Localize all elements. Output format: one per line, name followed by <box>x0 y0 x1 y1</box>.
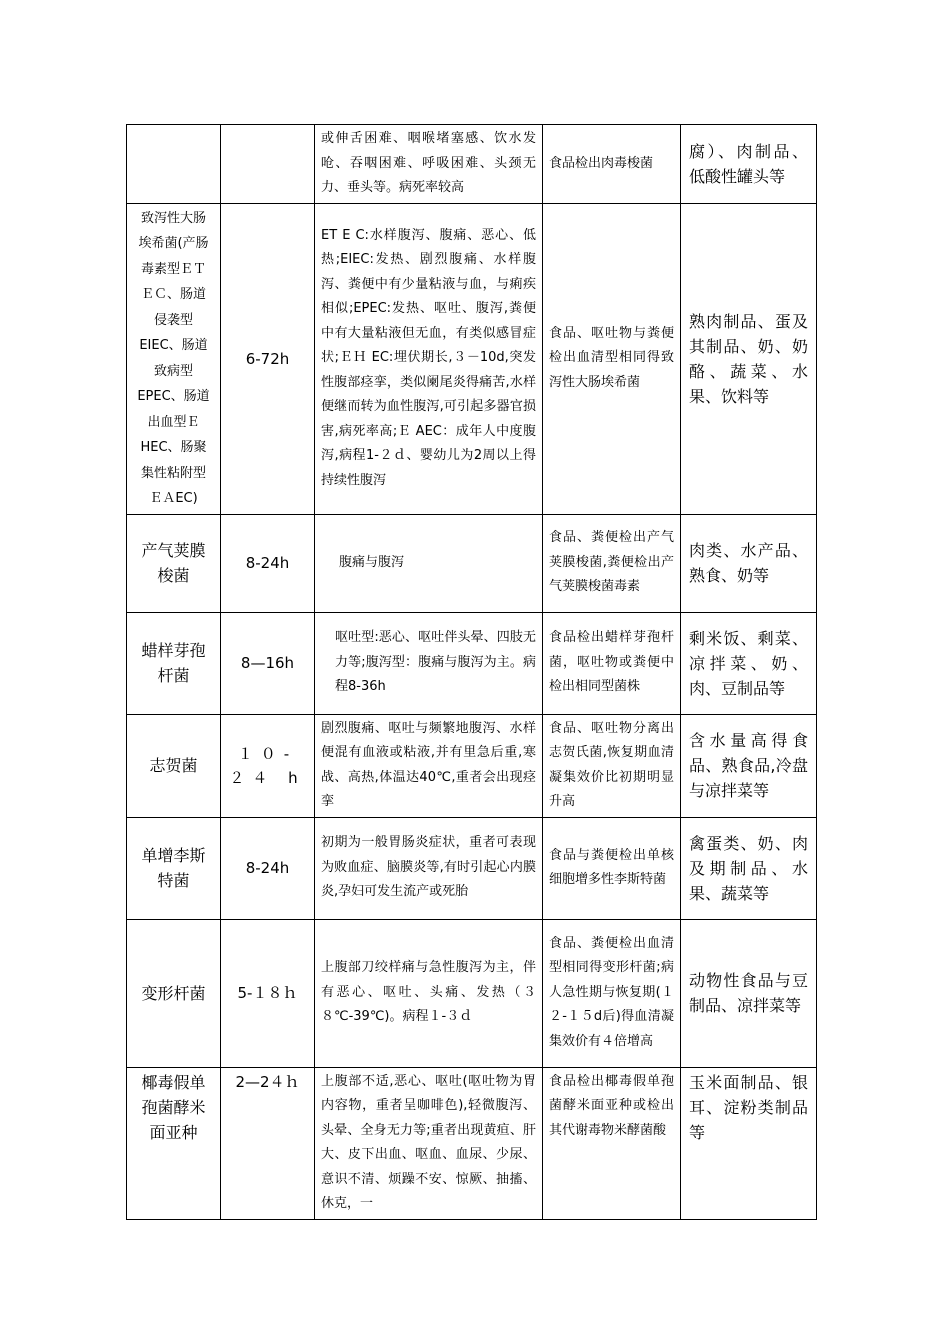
table-row <box>127 612 817 714</box>
incubation-cell: 2—2４ｈ <box>221 1067 315 1219</box>
incubation-cell: 6-72h <box>221 203 315 514</box>
symptoms-cell: ET E C:水样腹泻、腹痛、恶心、低热;EIEC:发热、剧烈腹痛、水样腹泻、粪便中有少量粘液与血，与痢疾相似;EPEC:发热、呕吐、腹泻,粪便中有大量粘液但无血，有类似感冒症状;ＥＨ EC:埋伏期长,３－10d,突发性腹部痉挛，类似阑尾炎得痛苦,水样便继而转为血性腹泻,可引起多器官损害,病死率高;Ｅ AEC：成年人中度腹泻,病程1-２ｄ、婴幼儿为2周以上得持续性腹泻 <box>315 203 543 514</box>
table-row <box>127 203 817 514</box>
diagnosis-cell: 食品、粪便检出血清型相同得变形杆菌;病人急性期与恢复期(１２-１５d后)得血清凝集效价有４倍增高 <box>543 919 681 1067</box>
table-row <box>127 1067 817 1219</box>
foods-cell: 剩米饭、剩菜、凉拌菜、奶、肉、豆制品等 <box>681 612 817 714</box>
foods-cell: 动物性食品与豆制品、凉拌菜等 <box>681 919 817 1067</box>
symptoms-cell: 或伸舌困难、咽喉堵塞感、饮水发呛、吞咽困难、呼吸困难、头颈无力、垂头等。病死率较高 <box>315 125 543 204</box>
foods-cell: 腐）、肉制品、低酸性罐头等 <box>681 125 817 204</box>
pathogen-cell: 单增李斯特菌 <box>127 817 221 919</box>
table-row <box>127 514 817 612</box>
diagnosis-cell: 食品、呕吐物与粪便检出血清型相同得致泻性大肠埃希菌 <box>543 203 681 514</box>
diagnosis-cell: 食品与粪便检出单核细胞增多性李斯特菌 <box>543 817 681 919</box>
symptoms-cell: 上腹部刀绞样痛与急性腹泻为主，伴有恶心、呕吐、头痛、发热（３８℃-39℃)。病程１-３ｄ <box>315 919 543 1067</box>
table-row <box>127 817 817 919</box>
pathogen-cell: 产气荚膜梭菌 <box>127 514 221 612</box>
table-row <box>127 125 817 204</box>
foods-cell: 熟肉制品、蛋及其制品、奶、奶酪、蔬菜、水果、饮料等 <box>681 203 817 514</box>
diagnosis-cell: 食品检出蜡样芽孢杆菌，呕吐物或粪便中检出相同型菌株 <box>543 612 681 714</box>
diagnosis-cell: 食品、粪便检出产气荚膜梭菌,粪便检出产气荚膜梭菌毒素 <box>543 514 681 612</box>
pathogen-cell <box>127 125 221 204</box>
pathogen-cell: 致泻性大肠埃希菌(产肠毒素型ＥＴＥＣ、肠道侵袭型EIEC、肠道致病型EPEC、肠道出血型ＥHEC、肠聚集性粘附型ＥＡEC) <box>127 203 221 514</box>
diagnosis-cell: 食品检出肉毒梭菌 <box>543 125 681 204</box>
incubation-cell: 8-24h <box>221 514 315 612</box>
foods-cell: 含水量高得食品、熟食品,冷盘与凉拌菜等 <box>681 714 817 817</box>
foods-cell: 肉类、水产品、熟食、奶等 <box>681 514 817 612</box>
incubation-cell: 8—16h <box>221 612 315 714</box>
incubation-cell <box>221 125 315 204</box>
pathogen-cell: 椰毒假单孢菌酵米面亚种 <box>127 1067 221 1219</box>
symptoms-cell: 上腹部不适,恶心、呕吐(呕吐物为胃内容物，重者呈咖啡色),轻微腹泻、头晕、全身无力等;重者出现黄疸、肝大、皮下出血、呕血、血尿、少尿、意识不清、烦躁不安、惊厥、抽搐、休克，一 <box>315 1067 543 1219</box>
incubation-cell: 5-１８ｈ <box>221 919 315 1067</box>
symptoms-cell: 呕吐型:恶心、呕吐伴头晕、四肢无力等;腹泻型：腹痛与腹泻为主。病程8-36h <box>315 612 543 714</box>
table-row <box>127 919 817 1067</box>
symptoms-cell: 剧烈腹痛、呕吐与频繁地腹泻、水样便混有血液或粘液,并有里急后重,寒战、高热,体温达40℃,重者会出现痉挛 <box>315 714 543 817</box>
foods-cell: 玉米面制品、银耳、淀粉类制品等 <box>681 1067 817 1219</box>
incubation-cell: 8-24h <box>221 817 315 919</box>
pathogen-cell: 蜡样芽孢杆菌 <box>127 612 221 714</box>
diagnosis-cell: 食品、呕吐物分离出志贺氏菌,恢复期血清凝集效价比初期明显升高 <box>543 714 681 817</box>
symptoms-cell: 腹痛与腹泻 <box>315 514 543 612</box>
pathogen-cell: 志贺菌 <box>127 714 221 817</box>
food-poisoning-table <box>126 124 817 1220</box>
table-row <box>127 714 817 817</box>
incubation-cell: １０-２４ h <box>221 714 315 817</box>
diagnosis-cell: 食品检出椰毒假单孢菌酵米面亚种或检出其代谢毒物米酵菌酸 <box>543 1067 681 1219</box>
pathogen-cell: 变形杆菌 <box>127 919 221 1067</box>
symptoms-cell: 初期为一般胃肠炎症状，重者可表现为败血症、脑膜炎等,有时引起心内膜炎,孕妇可发生流产或死胎 <box>315 817 543 919</box>
foods-cell: 禽蛋类、奶、肉及期制品、水果、蔬菜等 <box>681 817 817 919</box>
